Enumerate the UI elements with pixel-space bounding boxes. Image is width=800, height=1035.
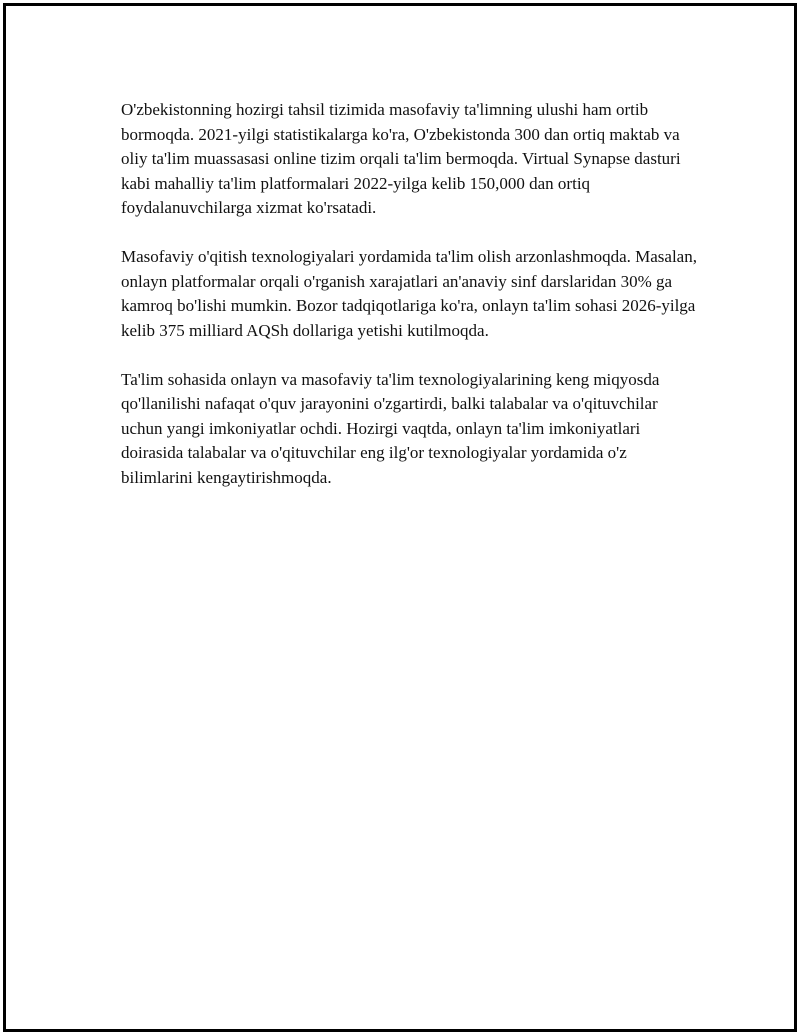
paragraph-2: Masofaviy o'qitish texnologiyalari yordamida ta'lim olish arzonlashmoqda. Masalan, onlayn platformalar orqali o'rganish xarajatlari an'anaviy sinf darslaridan 30% ga kamroq bo'lishi mumkin. Bozor tadqiqotlariga ko'ra, onlayn ta'lim sohasi 2026-yilga kelib 375 milliard AQSh dollariga yetishi kutilmoqda. bbox=[121, 247, 697, 340]
document-body bbox=[121, 98, 701, 515]
paragraph-1: O'zbekistonning hozirgi tahsil tizimida masofaviy ta'limning ulushi ham ortib bormoqda. 2021-yilgi statistikalarga ko'ra, O'zbekistonda 300 dan ortiq maktab va oliy ta'lim muassasasi online tizim orqali ta'lim bermoqda. Virtual Synapse dasturi kabi mahalliy ta'lim platformalari 2022-yilga kelib 150,000 dan ortiq foydalanuvchilarga xizmat ko'rsatadi. bbox=[121, 100, 681, 217]
paragraph-3: Ta'lim sohasida onlayn va masofaviy ta'lim texnologiyalarining keng miqyosda qo'llanilishi nafaqat o'quv jarayonini o'zgartirdi, balki talabalar va o'qituvchilar uchun yangi imkoniyatlar ochdi. Hozirgi vaqtda, onlayn ta'lim imkoniyatlari doirasida talabalar va o'qituvchilar eng ilg'or texnologiyalar yordamida o'z bilimlarini kengaytirishmoqda. bbox=[121, 369, 660, 487]
document-page bbox=[3, 3, 797, 1032]
